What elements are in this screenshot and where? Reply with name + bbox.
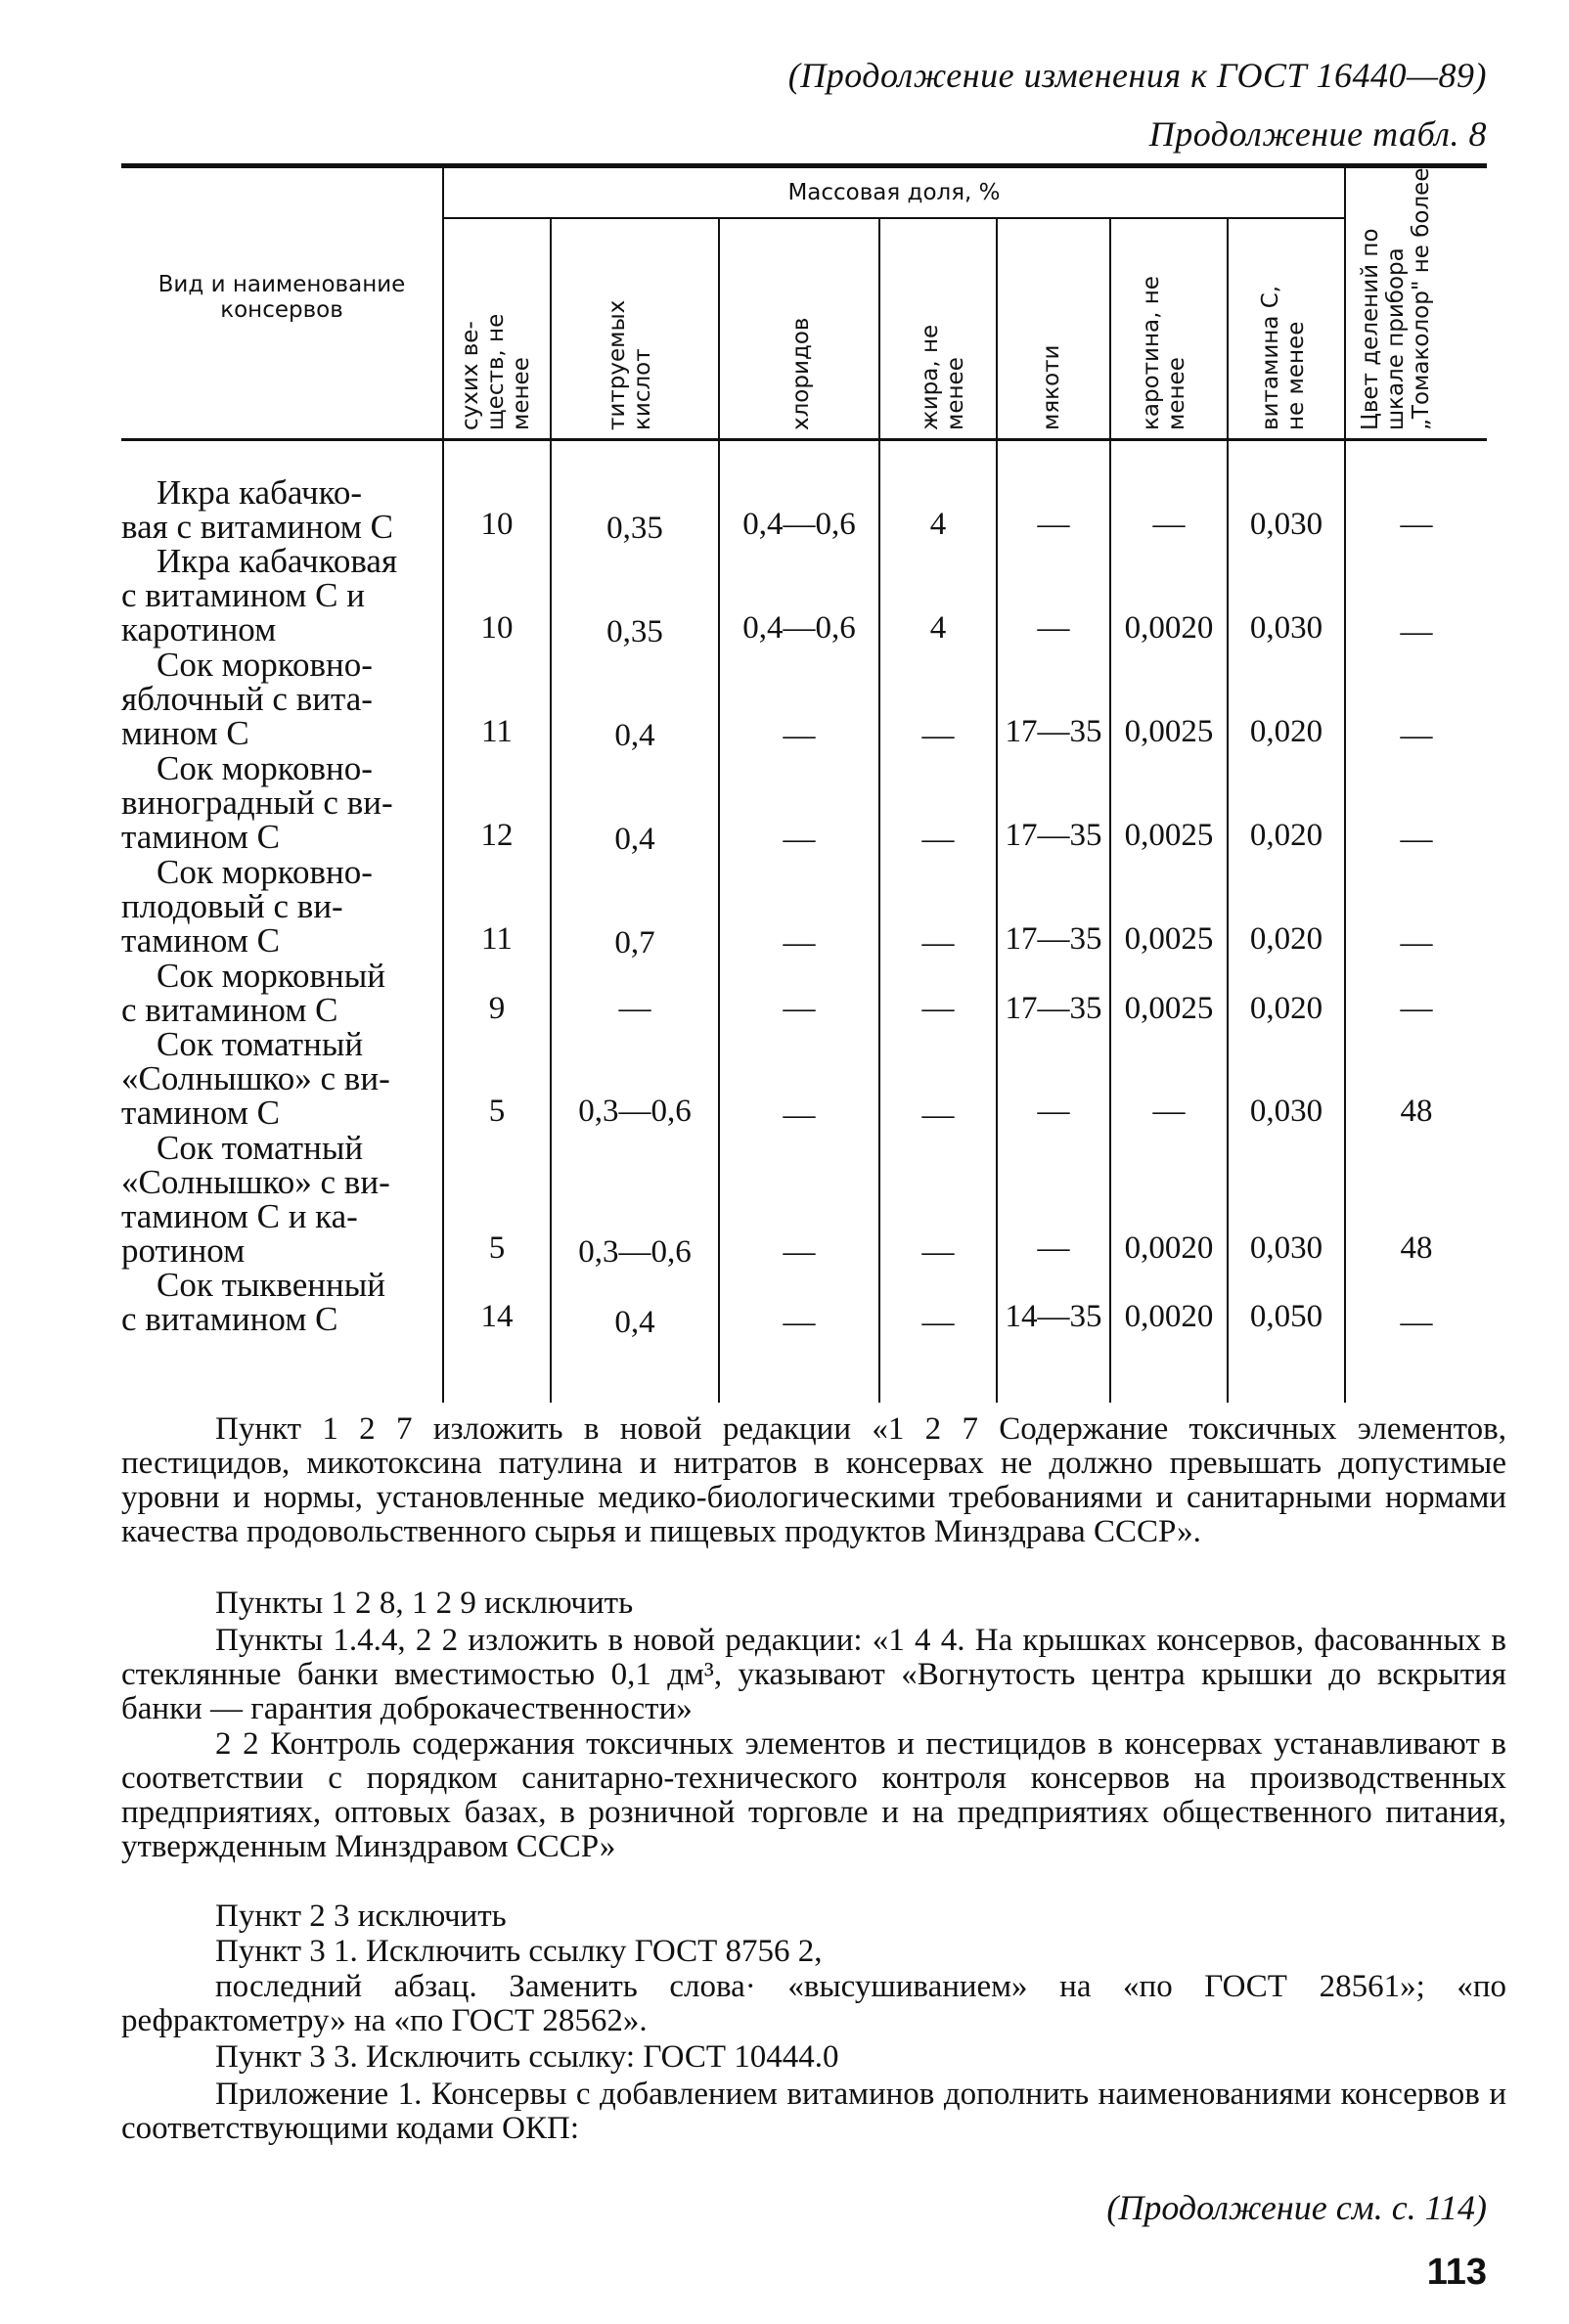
cell: — — [1400, 925, 1433, 961]
cell: — — [783, 991, 816, 1026]
cell: — — [783, 925, 816, 961]
cell: — — [921, 1097, 955, 1133]
column-header-dry-matter: сухих ве-ществ, не менее — [458, 313, 534, 430]
paragraph: Пункты 1 2 8, 1 2 9 исключить — [215, 1586, 634, 1621]
table-row-name: Икра кабачко- вая с витамином С — [121, 473, 393, 546]
cell: — — [921, 718, 955, 753]
page-number: 113 — [1426, 2252, 1487, 2293]
column-header-color-scale: Цвет делений по шкале прибора „Томаколор" не более — [1358, 167, 1434, 430]
cell: 48 — [1400, 1094, 1433, 1129]
column-divider — [718, 219, 720, 1403]
paragraph: Пункт 3 3. Исключить ссылку: ГОСТ 10444.0 — [215, 2039, 839, 2075]
column-divider — [1227, 219, 1229, 1403]
cell: — — [921, 1305, 955, 1340]
cell: 0,050 — [1249, 1299, 1323, 1334]
table-continuation-header: Продолжение табл. 8 — [1148, 114, 1487, 154]
cell: 0,0025 — [1124, 714, 1214, 749]
cell: — — [921, 822, 955, 857]
paragraph: 2 2 Контроль содержания токсичных элементов и пестицидов в консервах устанавливают в соответствии с порядком санитарно-технического контроля консервов на производственных предприятиях, оптовых базах, в розничной торговле и на предприятиях общественного питания, утвержденным Минздравом СССР» — [121, 1726, 1506, 1864]
cell: 0,35 — [606, 614, 663, 649]
table-row-name: Икра кабачковая с витамином С и каротином — [121, 542, 398, 648]
cell: 0,0020 — [1124, 1299, 1214, 1334]
cell: 0,7 — [614, 925, 655, 961]
cell: — — [1037, 507, 1070, 542]
cell: — — [783, 718, 816, 753]
column-divider — [550, 219, 552, 1403]
cell: 0,0025 — [1124, 991, 1214, 1026]
cell: 14—35 — [1005, 1299, 1102, 1334]
cell: 0,4 — [614, 1305, 655, 1340]
cell: — — [783, 1097, 816, 1133]
column-divider — [442, 168, 444, 1403]
continuation-note: (Продолжение см. с. 114) — [1106, 2188, 1487, 2227]
cell: 0,35 — [606, 511, 663, 546]
cell: — — [1400, 718, 1433, 753]
cell: 4 — [929, 610, 947, 646]
table-row-name: Сок томатный «Солнышко» с ви- тамином С и ка- ротином — [121, 1129, 390, 1270]
paragraph: последний абзац. Заменить слова· «высушиванием» на «по ГОСТ 28561»; «по рефрактометру» на «по ГОСТ 28562». — [121, 1969, 1506, 2038]
cell: 0,0025 — [1124, 818, 1214, 853]
cell: — — [921, 991, 955, 1026]
cell: 0,4 — [614, 822, 655, 857]
cell: 12 — [480, 818, 514, 853]
cell: 17—35 — [1005, 991, 1102, 1026]
table-header-rule — [121, 438, 1487, 441]
cell: 0,0025 — [1124, 921, 1214, 957]
cell: — — [1037, 1230, 1070, 1266]
amendment-header: (Продолжение изменения к ГОСТ 16440—89) — [787, 56, 1487, 95]
cell: — — [1400, 614, 1433, 649]
column-header-chlorides: хлоридов — [788, 317, 814, 430]
cell: 0,030 — [1249, 1094, 1323, 1129]
table-row-name: Сок тыквенный с витамином С — [121, 1266, 385, 1338]
cell: 11 — [481, 714, 513, 749]
cell: 5 — [488, 1094, 506, 1129]
paragraph: Приложение 1. Консервы с добавлением витаминов дополнить наименованиями консервов и соответствующими кодами ОКП: — [121, 2077, 1506, 2146]
cell: 17—35 — [1005, 714, 1102, 749]
cell: 11 — [481, 921, 513, 957]
column-header-acids: титруемых кислот — [605, 299, 655, 430]
paragraph: Пункты 1.4.4, 2 2 изложить в новой редакции: «1 4 4. На крышках консервов, фасованных в стеклянные банки вместимостью 0,1 дм³, указывают «Вогнутость центра крышки до вскрытия банки — гарантия доброкачественности» — [121, 1623, 1506, 1726]
column-header-vitamin-c: витамина С, не менее — [1258, 285, 1309, 430]
cell: — — [1400, 1305, 1433, 1340]
table-row-name: Сок морковный с витамином С — [121, 957, 385, 1029]
cell: 17—35 — [1005, 921, 1102, 957]
table-row-name: Сок морковно- плодовый с ви- тамином С — [121, 853, 373, 960]
cell: 0,3—0,6 — [578, 1234, 692, 1270]
paragraph: Пункт 1 2 7 изложить в новой редакции «1 2 7 Содержание токсичных элементов, пестицидов, микотоксина патулина и нитратов в консервах не должно превышать допустимые уровни и нормы, установленные медико-биологическими требованиями и санитарными нормами качества продовольственного сырья и пищевых продуктов Минздрава СССР». — [121, 1411, 1506, 1549]
cell: 0,020 — [1249, 991, 1323, 1026]
table-row-name: Сок томатный «Солнышко» с ви- тамином С — [121, 1025, 390, 1132]
column-divider — [1109, 219, 1111, 1403]
column-header-carotene: каротина, не менее — [1139, 276, 1189, 430]
column-divider — [878, 219, 880, 1403]
cell: 14 — [480, 1299, 514, 1334]
cell: 9 — [488, 991, 506, 1026]
cell: 0,4 — [614, 718, 655, 753]
cell: 0,0020 — [1124, 610, 1214, 646]
cell: — — [1037, 610, 1070, 646]
group-header-rule — [442, 217, 1344, 219]
paragraph: Пункт 3 1. Исключить ссылку ГОСТ 8756 2, — [215, 1934, 823, 1969]
cell: 0,020 — [1249, 921, 1323, 957]
cell: — — [783, 1234, 816, 1270]
cell: 0,030 — [1249, 507, 1323, 542]
cell: — — [618, 991, 651, 1026]
column-divider — [996, 219, 998, 1403]
table-row-name: Сок морковно- яблочный с вита- мином С — [121, 646, 373, 752]
cell: 0,4—0,6 — [742, 610, 856, 646]
cell: 0,020 — [1249, 818, 1323, 853]
cell: 5 — [488, 1230, 506, 1266]
cell: — — [1037, 1094, 1070, 1129]
cell: — — [783, 822, 816, 857]
column-header-pulp: мякоти — [1039, 344, 1064, 430]
name-column-header: Вид и наименование консервов — [157, 272, 406, 323]
cell: 0,0020 — [1124, 1230, 1214, 1266]
cell: 0,4—0,6 — [742, 507, 856, 542]
cell: 48 — [1400, 1230, 1433, 1266]
column-header-fat: жира, не менее — [918, 324, 968, 430]
cell: 10 — [480, 507, 514, 542]
cell: — — [1152, 507, 1186, 542]
cell: 0,030 — [1249, 610, 1323, 646]
cell: — — [921, 1234, 955, 1270]
cell: — — [1400, 507, 1433, 542]
cell: — — [783, 1305, 816, 1340]
cell: 10 — [480, 610, 514, 646]
column-divider — [1344, 168, 1346, 1403]
cell: 0,3—0,6 — [578, 1094, 692, 1129]
cell: — — [921, 925, 955, 961]
table-top-rule — [121, 163, 1487, 168]
cell: 4 — [929, 507, 947, 542]
cell: 0,030 — [1249, 1230, 1323, 1266]
table-row-name: Сок морковно- виноградный с ви- тамином С — [121, 749, 393, 856]
cell: — — [1400, 822, 1433, 857]
paragraph: Пункт 2 3 исключить — [215, 1899, 507, 1934]
cell: — — [1400, 991, 1433, 1026]
mass-fraction-header: Массовая доля, % — [787, 180, 1001, 205]
cell: — — [1152, 1094, 1186, 1129]
cell: 0,020 — [1249, 714, 1323, 749]
cell: 17—35 — [1005, 818, 1102, 853]
